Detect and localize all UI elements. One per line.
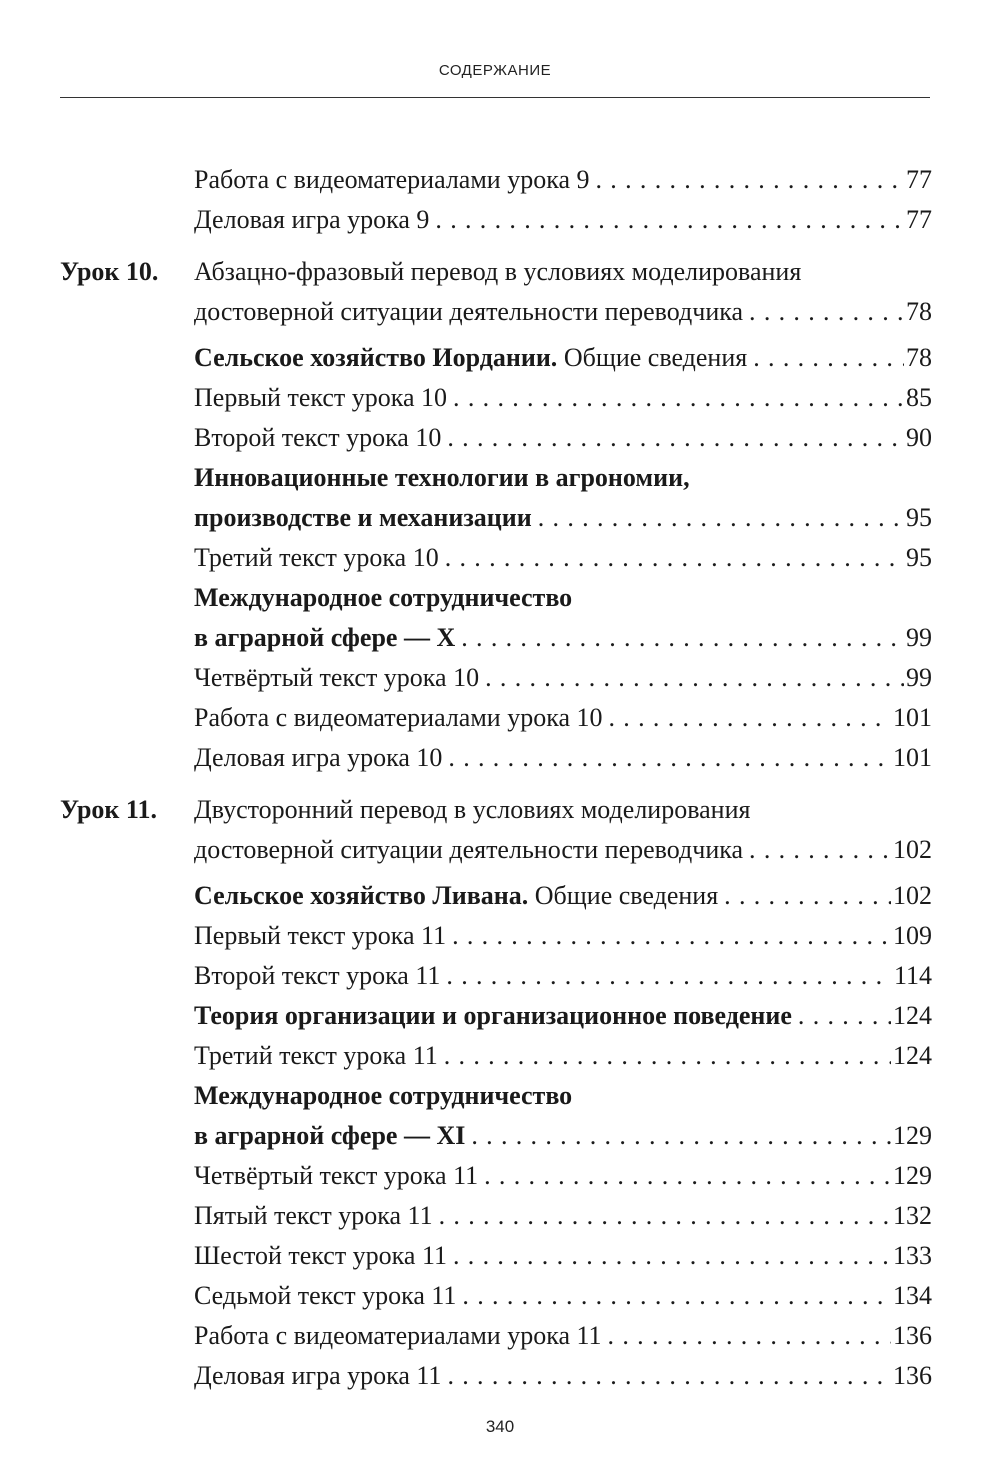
toc-page-number: 101 xyxy=(893,703,932,732)
toc-entry-text: Деловая игра урока 11 xyxy=(194,1361,442,1390)
toc-page-number: 134 xyxy=(893,1281,932,1310)
dot-leader xyxy=(724,876,891,916)
toc-entry[interactable] xyxy=(194,160,932,200)
lesson-9-continuation xyxy=(60,160,932,240)
toc-page-number: 102 xyxy=(893,881,932,910)
dot-leader xyxy=(608,1316,891,1356)
dot-leader xyxy=(485,658,904,698)
toc-entry-text: Седьмой текст урока 11 xyxy=(194,1281,457,1310)
dot-leader xyxy=(452,916,891,956)
dot-leader xyxy=(749,830,891,870)
dot-leader xyxy=(753,338,904,378)
toc-entry-text: Третий текст урока 10 xyxy=(194,543,439,572)
dot-leader xyxy=(471,1116,891,1156)
toc-entry[interactable] xyxy=(194,618,932,658)
toc-entry[interactable] xyxy=(194,378,932,418)
toc-entry-text: Общие сведения xyxy=(557,343,748,372)
toc-entry-text: Деловая игра урока 9 xyxy=(194,205,430,234)
toc-page-number: 99 xyxy=(906,623,932,652)
toc-entry-bold-line: Международное сотрудничество xyxy=(194,1081,573,1110)
toc-page-number: 85 xyxy=(906,383,932,412)
toc-entry-bold: в аграрной сфере — X xyxy=(194,623,456,652)
toc-entry[interactable] xyxy=(194,1316,932,1356)
toc-entry-text: Деловая игра урока 10 xyxy=(194,743,443,772)
toc-page-number: 132 xyxy=(893,1201,932,1230)
lesson-title-entry[interactable] xyxy=(194,830,932,870)
running-head-title: СОДЕРЖАНИЕ xyxy=(438,62,552,79)
toc-entry[interactable] xyxy=(194,338,932,378)
toc-page-number: 99 xyxy=(906,663,932,692)
toc-page-number: 136 xyxy=(893,1361,932,1390)
dot-leader xyxy=(448,738,891,778)
toc-page-number: 124 xyxy=(893,1041,932,1070)
toc-page-number: 101 xyxy=(893,743,932,772)
toc-entry[interactable] xyxy=(194,996,932,1036)
toc-entry-text: Четвёртый текст урока 11 xyxy=(194,1161,479,1190)
dot-leader xyxy=(447,418,904,458)
toc-entry[interactable] xyxy=(194,1156,932,1196)
toc-entry-bold: Сельское хозяйство Иордании. xyxy=(194,343,558,372)
toc-page-number: 78 xyxy=(906,343,932,372)
toc-page-number: 95 xyxy=(906,503,932,532)
lesson-title-line: Двусторонний перевод в условиях моделирования xyxy=(194,795,751,824)
dot-leader xyxy=(453,1236,891,1276)
toc-page-number: 109 xyxy=(893,921,932,950)
toc-entry[interactable] xyxy=(194,658,932,698)
toc-entry-text: Работа с видеоматериалами урока 10 xyxy=(194,703,603,732)
toc-entry[interactable] xyxy=(194,1036,932,1076)
toc-entry-text: Четвёртый текст урока 10 xyxy=(194,663,480,692)
toc-page-number: 78 xyxy=(906,297,932,326)
dot-leader xyxy=(798,996,891,1036)
toc-entry-text: Первый текст урока 11 xyxy=(194,921,447,950)
lesson-title-entry[interactable] xyxy=(194,292,932,332)
toc-entry-bold-line: Международное сотрудничество xyxy=(194,583,573,612)
toc-page-number: 95 xyxy=(906,543,932,572)
toc-entry[interactable] xyxy=(194,1196,932,1236)
toc-entry[interactable] xyxy=(194,1116,932,1156)
lesson-title-line: достоверной ситуации деятельности переводчика xyxy=(194,835,744,864)
toc-entry[interactable] xyxy=(194,1276,932,1316)
toc-page-number: 77 xyxy=(906,205,932,234)
toc-entry-text: Работа с видеоматериалами урока 11 xyxy=(194,1321,602,1350)
toc-entry[interactable] xyxy=(194,916,932,956)
toc-entry[interactable] xyxy=(194,418,932,458)
toc-page-number: 124 xyxy=(893,1001,932,1030)
toc-page-number: 129 xyxy=(893,1121,932,1150)
dot-leader xyxy=(444,1036,891,1076)
toc-entry[interactable] xyxy=(194,1236,932,1276)
header-rule xyxy=(60,97,930,98)
toc-entry-text: Второй текст урока 10 xyxy=(194,423,442,452)
toc-page-number: 102 xyxy=(893,835,932,864)
toc-entry-text: Первый текст урока 10 xyxy=(194,383,448,412)
dot-leader xyxy=(446,956,892,996)
dot-leader xyxy=(484,1156,891,1196)
dot-leader xyxy=(609,698,892,738)
toc-entry[interactable] xyxy=(194,498,932,538)
lesson-10 xyxy=(60,252,932,778)
dot-leader xyxy=(462,1276,891,1316)
toc-entry-text: Пятый текст урока 11 xyxy=(194,1201,433,1230)
toc-entry[interactable] xyxy=(194,538,932,578)
table-of-contents xyxy=(60,160,932,1396)
dot-leader xyxy=(435,200,904,240)
dot-leader xyxy=(538,498,904,538)
toc-page-number: 133 xyxy=(893,1241,932,1270)
toc-entry[interactable] xyxy=(194,876,932,916)
toc-entry-bold: производстве и механизации xyxy=(194,503,532,532)
dot-leader xyxy=(453,378,904,418)
toc-entry-text: Второй текст урока 11 xyxy=(194,961,441,990)
toc-entry-text: Шестой текст урока 11 xyxy=(194,1241,447,1270)
lesson-title-line: достоверной ситуации деятельности переводчика xyxy=(194,297,744,326)
dot-leader xyxy=(445,538,904,578)
toc-page-number: 90 xyxy=(906,423,932,452)
toc-entry[interactable] xyxy=(194,200,932,240)
toc-page-number: 129 xyxy=(893,1161,932,1190)
toc-entry-bold: в аграрной сфере — XI xyxy=(194,1121,466,1150)
lesson-label: Урок 10. xyxy=(60,257,159,286)
toc-entry[interactable] xyxy=(194,1356,932,1396)
toc-page-number: 136 xyxy=(893,1321,932,1350)
lesson-label: Урок 11. xyxy=(60,795,157,824)
dot-leader xyxy=(439,1196,891,1236)
toc-entry-text: Третий текст урока 11 xyxy=(194,1041,438,1070)
dot-leader xyxy=(447,1356,891,1396)
dot-leader xyxy=(461,618,904,658)
page-number: 340 xyxy=(485,1417,515,1436)
lesson-title-line: Абзацно-фразовый перевод в условиях моделирования xyxy=(194,257,802,286)
dot-leader xyxy=(596,160,905,200)
toc-entry-bold: Теория организации и организационное поведение xyxy=(194,1001,792,1030)
toc-entry-bold-line: Инновационные технологии в агрономии, xyxy=(194,463,690,492)
toc-entry[interactable] xyxy=(194,956,932,996)
toc-page-number: 77 xyxy=(906,165,932,194)
toc-entry[interactable] xyxy=(194,698,932,738)
toc-entry[interactable] xyxy=(194,738,932,778)
toc-entry-text: Работа с видеоматериалами урока 9 xyxy=(194,165,590,194)
toc-entry-bold: Сельское хозяйство Ливана. xyxy=(194,881,529,910)
toc-page-number: 114 xyxy=(893,961,932,990)
toc-entry-text: Общие сведения xyxy=(528,881,719,910)
dot-leader xyxy=(749,292,904,332)
lesson-11 xyxy=(60,790,932,1396)
